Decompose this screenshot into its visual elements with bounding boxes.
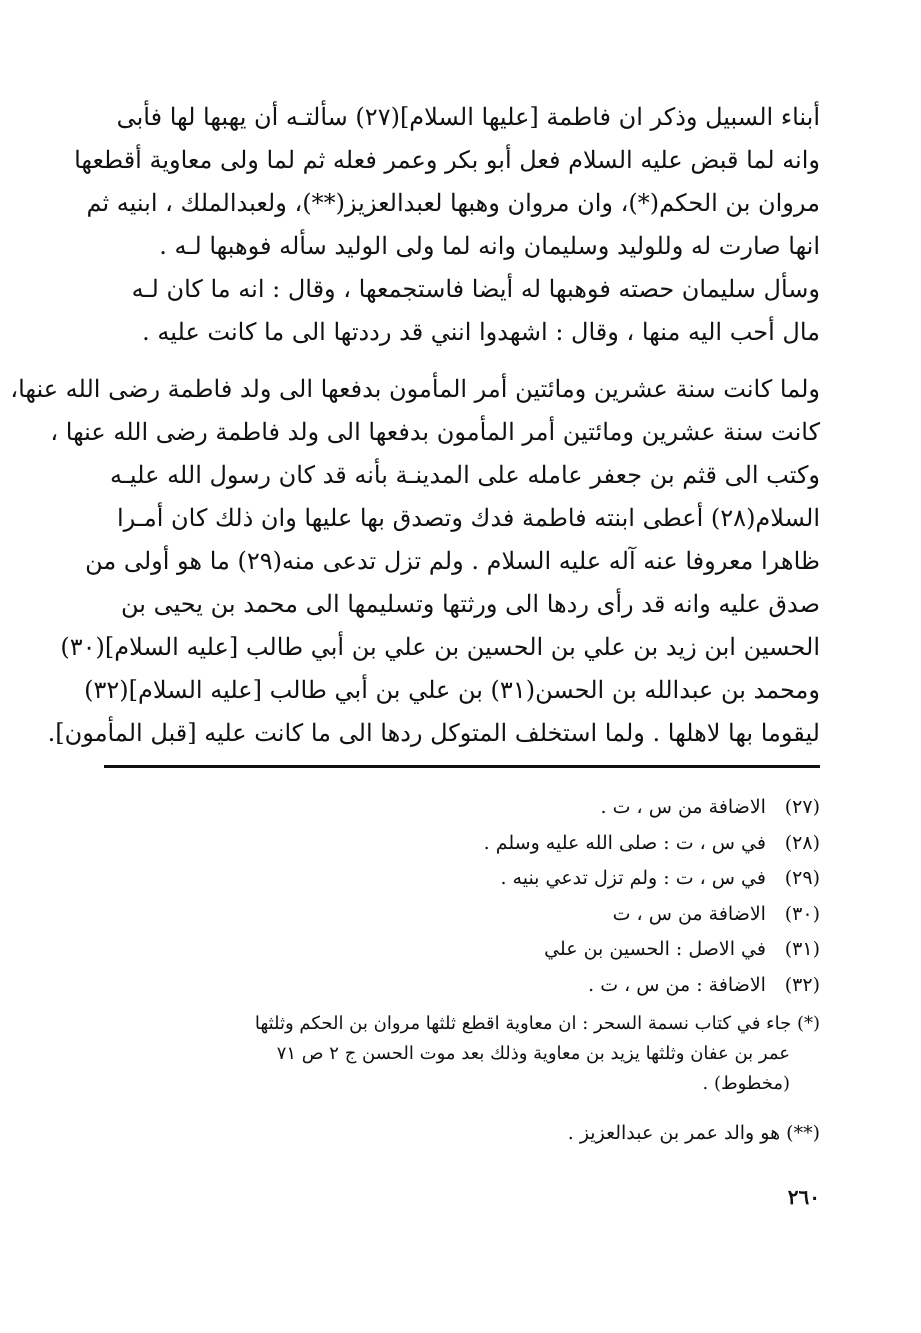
asterisk-note-line: عمر بن عفان وثلثها يزيد بن معاوية وذلك بعد موت الحسن ج ٢ ص ٧١ [276,1043,790,1064]
footnote-text: الاضافة من س ، ت . [600,796,766,818]
text-line: مال أحب اليه منها ، وقال : اشهدوا انني قد رددتها الى ما كانت عليه . [142,318,820,346]
footnote-28 [100,826,820,862]
text-line: السلام(٢٨) أعطى ابنته فاطمة فدك وتصدق بها عليها وان ذلك كان أمـرا [116,504,820,532]
asterisk-note-line: (مخطوط) . [702,1073,790,1094]
asterisk-note-1 [100,1009,820,1099]
text-line: الحسين ابن زيد بن علي بن الحسين بن علي بن أبي طالب [عليه السلام](٣٠) [60,633,820,661]
asterisk-note-2 [100,1117,820,1149]
text-line: ومحمد بن عبدالله بن الحسن(٣١) بن علي بن أبي طالب [عليه السلام](٣٢) [84,676,820,704]
text-line: انها صارت له وللوليد وسليمان وانه لما ولى الوليد سأله فوهبها لـه . [159,232,820,260]
footnote-number: (٣١) [784,938,820,960]
text-line: ليقوما بها لاهلها . ولما استخلف المتوكل ردها الى ما كانت عليه [قبل المأمون]. [47,719,820,747]
body-paragraph-2 [10,368,820,755]
footnote-text: في س ، ت : صلى الله عليه وسلم . [483,831,766,854]
footnote-27 [100,790,820,826]
footnote-text: في الاصل : الحسين بن علي [544,938,766,960]
footnote-29 [100,861,820,897]
asterisk-note-text: هو والد عمر بن عبدالعزيز . [567,1122,781,1144]
asterisk-mark: (*) [796,1013,820,1034]
footnote-text: الاضافة : من س ، ت . [588,973,766,996]
footnote-number: (٣٢) [784,973,820,996]
footnote-text: الاضافة من س ، ت [612,902,766,925]
footnote-divider [104,765,820,768]
book-page [10,96,820,1209]
asterisk-note-text: جاء في كتاب نسمة السحر : ان معاوية اقطع ثلثها مروان بن الحكم وثلثها [254,1013,792,1034]
footnote-30 [100,897,820,933]
footnote-number: (٢٩) [784,867,820,889]
asterisk-mark: (**) [786,1122,820,1144]
footnote-text: في س ، ت : ولم تزل تدعي بنيه . [500,867,766,889]
footnote-31 [100,932,820,968]
text-line: ولما كانت سنة عشرين ومائتين أمر المأمون بدفعها الى ولد فاطمة رضى الله عنها، [10,375,820,403]
page-number: ٢٦٠ [787,1185,820,1209]
body-paragraph-1 [74,96,820,354]
footnote-number: (٣٠) [784,902,820,925]
footnote-number: (٢٨) [784,831,820,854]
text-line: ظاهرا معروفا عنه آله عليه السلام . ولم تزل تدعى منه(٢٩) ما هو أولى من [85,547,820,575]
footnote-32 [100,968,820,1004]
text-line: أبناء السبيل وذكر ان فاطمة [عليها السلام](٢٧) سألتـه أن يهبها لها فأبى [116,103,820,131]
text-line: كانت سنة عشرين ومائتين أمر المأمون بدفعها الى ولد فاطمة رضى الله عنها ، [50,418,820,446]
footnotes [100,790,820,1003]
text-line: وانه لما قبض عليه السلام فعل أبو بكر وعمر فعله ثم لما ولى معاوية أقطعها [74,146,820,174]
text-line: مروان بن الحكم(*)، وان مروان وهبها لعبدالعزيز(**)، ولعبدالملك ، ابنيه ثم [86,189,820,217]
text-line: وكتب الى قثم بن جعفر عامله على المدينـة بأنه قد كان رسول الله عليـه [110,461,820,489]
text-line: وسأل سليمان حصته فوهبها له أيضا فاستجمعها ، وقال : انه ما كان لـه [131,275,820,303]
asterisk-note-line [100,1009,820,1039]
footnote-number: (٢٧) [784,796,820,818]
text-line: صدق عليه وانه قد رأى ردها الى ورثتها وتسليمها الى محمد بن يحيى بن [120,590,820,618]
